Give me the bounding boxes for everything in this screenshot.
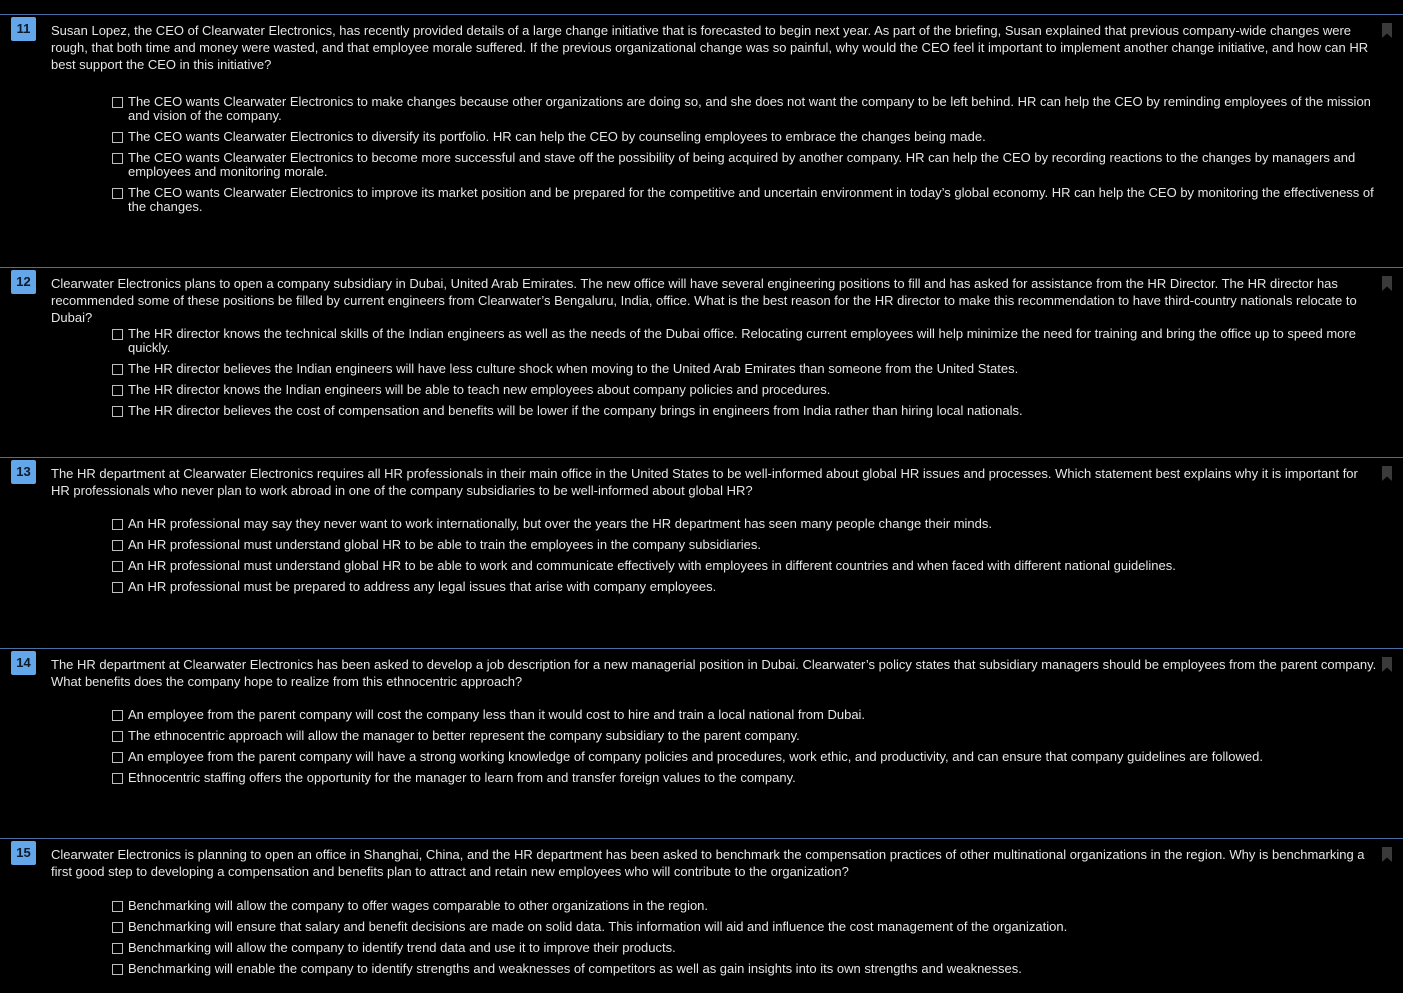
- answer-options: [112, 708, 1395, 792]
- answer-checkbox[interactable]: [112, 922, 123, 933]
- answer-option-label: Benchmarking will allow the company to identify trend data and use it to improve their products.: [128, 940, 676, 955]
- bookmark-icon[interactable]: [1382, 657, 1392, 672]
- answer-options: [112, 327, 1395, 425]
- answer-option-label: An HR professional may say they never want to work internationally, but over the years the HR department has seen many people change their minds.: [128, 516, 992, 531]
- bookmark-icon[interactable]: [1382, 276, 1392, 291]
- answer-option-label: The HR director knows the technical skills of the Indian engineers as well as the needs of the Dubai office. Relocating current employees will help minimize the need for training and bring the office up to speed more quickly.: [128, 326, 1356, 355]
- question-12: [0, 267, 1403, 457]
- answer-checkbox[interactable]: [112, 519, 123, 530]
- question-number-badge: 11: [11, 17, 36, 41]
- question-11: [0, 14, 1403, 267]
- answer-options: [112, 517, 1395, 601]
- answer-option[interactable]: [112, 383, 1395, 397]
- question-text: The HR department at Clearwater Electronics requires all HR professionals in their main office in the United States to be well-informed about global HR issues and processes. Which statement best explains why it is important for HR professionals who never plan to work abroad in one of the company subsidiaries to be well-informed about global HR?: [51, 466, 1358, 498]
- answer-option[interactable]: [112, 538, 1395, 552]
- answer-checkbox[interactable]: [112, 943, 123, 954]
- answer-option-label: The HR director believes the Indian engineers will have less culture shock when moving to the United Arab Emirates than someone from the United States.: [128, 361, 1019, 376]
- answer-option[interactable]: [112, 580, 1395, 594]
- answer-option[interactable]: [112, 941, 1395, 955]
- answer-option-label: Ethnocentric staffing offers the opportunity for the manager to learn from and transfer foreign values to the company.: [128, 770, 796, 785]
- answer-option[interactable]: [112, 362, 1395, 376]
- answer-checkbox[interactable]: [112, 582, 123, 593]
- question-text: The HR department at Clearwater Electronics has been asked to develop a job description for a new managerial position in Dubai. Clearwater’s policy states that subsidiary managers should be employees from the parent company. What benefits does the company hope to realize from this ethnocentric approach?: [51, 657, 1377, 689]
- answer-option-label: The HR director knows the Indian engineers will be able to teach new employees about company policies and procedures.: [128, 382, 831, 397]
- question-number-badge: 15: [11, 841, 36, 865]
- answer-option[interactable]: [112, 404, 1395, 418]
- answer-option-label: The HR director believes the cost of compensation and benefits will be lower if the company brings in engineers from India rather than hiring local nationals.: [128, 403, 1023, 418]
- question-number-badge: 14: [11, 651, 36, 675]
- answer-option-label: The CEO wants Clearwater Electronics to become more successful and stave off the possibility of being acquired by another company. HR can help the CEO by recording reactions to the changes by managers and employees and monitoring morale.: [128, 150, 1356, 179]
- answer-option-label: Benchmarking will enable the company to identify strengths and weaknesses of competitors as well as gain insights into its own strengths and weaknesses.: [128, 961, 1022, 976]
- answer-checkbox[interactable]: [112, 964, 123, 975]
- answer-option[interactable]: [112, 130, 1395, 144]
- answer-option[interactable]: [112, 327, 1395, 355]
- question-13: [0, 457, 1403, 648]
- answer-checkbox[interactable]: [112, 364, 123, 375]
- answer-option[interactable]: [112, 899, 1395, 913]
- answer-checkbox[interactable]: [112, 329, 123, 340]
- answer-checkbox[interactable]: [112, 188, 123, 199]
- answer-option[interactable]: [112, 729, 1395, 743]
- question-text: Susan Lopez, the CEO of Clearwater Electronics, has recently provided details of a large change initiative that is forecasted to begin next year. As part of the briefing, Susan explained that previous company-wide changes were rough, that both time and money were wasted, and that employee morale suffered. If the previous organizational change was so painful, why would the CEO feel it important to implement another change initiative, and how can HR best support the CEO in this initiative?: [51, 23, 1369, 72]
- answer-checkbox[interactable]: [112, 132, 123, 143]
- answer-checkbox[interactable]: [112, 153, 123, 164]
- bookmark-icon[interactable]: [1382, 847, 1392, 862]
- answer-option-label: Benchmarking will ensure that salary and benefit decisions are made on solid data. This information will aid and influence the cost management of the organization.: [128, 919, 1068, 934]
- answer-option[interactable]: [112, 95, 1395, 123]
- bookmark-icon[interactable]: [1382, 23, 1392, 38]
- answer-checkbox[interactable]: [112, 773, 123, 784]
- answer-checkbox[interactable]: [112, 406, 123, 417]
- answer-option[interactable]: [112, 771, 1395, 785]
- answer-option-label: The ethnocentric approach will allow the manager to better represent the company subsidiary to the parent company.: [128, 728, 800, 743]
- answer-option[interactable]: [112, 962, 1395, 976]
- bookmark-icon[interactable]: [1382, 466, 1392, 481]
- answer-checkbox[interactable]: [112, 97, 123, 108]
- question-14: [0, 648, 1403, 838]
- answer-option-label: An employee from the parent company will have a strong working knowledge of company policies and procedures, work ethic, and productivity, and can ensure that company guidelines are followed.: [128, 749, 1263, 764]
- answer-option-label: An HR professional must be prepared to address any legal issues that arise with company employees.: [128, 579, 717, 594]
- question-text: Clearwater Electronics is planning to open an office in Shanghai, China, and the HR department has been asked to benchmark the compensation practices of other multinational organizations in the region. Why is benchmarking a first good step to developing a compensation and benefits plan to attract and retain new employees who will contribute to the organization?: [51, 847, 1365, 879]
- answer-option-label: The CEO wants Clearwater Electronics to make changes because other organizations are doing so, and she does not want the company to be left behind. HR can help the CEO by reminding employees of the mission and vision of the company.: [128, 94, 1371, 123]
- answer-option[interactable]: [112, 708, 1395, 722]
- answer-options: [112, 899, 1395, 983]
- answer-option-label: Benchmarking will allow the company to offer wages comparable to other organizations in the region.: [128, 898, 709, 913]
- question-number-badge: 12: [11, 270, 36, 294]
- question-15: [0, 838, 1403, 993]
- answer-checkbox[interactable]: [112, 731, 123, 742]
- question-number-badge: 13: [11, 460, 36, 484]
- answer-option-label: The CEO wants Clearwater Electronics to diversify its portfolio. HR can help the CEO by counseling employees to embrace the changes being made.: [128, 129, 986, 144]
- question-text: Clearwater Electronics plans to open a company subsidiary in Dubai, United Arab Emirates. The new office will have several engineering positions to fill and has asked for assistance from the HR Director. The HR director has recommended some of these positions be filled by current engineers from Clearwater’s Bengaluru, India, office. What is the best reason for the HR director to make this recommendation to have third-country nationals relocate to Dubai?: [51, 276, 1357, 325]
- answer-option[interactable]: [112, 151, 1395, 179]
- answer-option[interactable]: [112, 920, 1395, 934]
- answer-checkbox[interactable]: [112, 540, 123, 551]
- answer-option-label: An employee from the parent company will cost the company less than it would cost to hire and train a local national from Dubai.: [128, 707, 866, 722]
- answer-checkbox[interactable]: [112, 752, 123, 763]
- answer-option-label: An HR professional must understand global HR to be able to work and communicate effectively with employees in different countries and when faced with different national guidelines.: [128, 558, 1176, 573]
- answer-checkbox[interactable]: [112, 901, 123, 912]
- answer-checkbox[interactable]: [112, 710, 123, 721]
- answer-option-label: An HR professional must understand global HR to be able to train the employees in the company subsidiaries.: [128, 537, 762, 552]
- answer-checkbox[interactable]: [112, 385, 123, 396]
- answer-option[interactable]: [112, 559, 1395, 573]
- answer-options: [112, 95, 1395, 221]
- answer-checkbox[interactable]: [112, 561, 123, 572]
- answer-option[interactable]: [112, 750, 1395, 764]
- answer-option[interactable]: [112, 186, 1395, 214]
- answer-option[interactable]: [112, 517, 1395, 531]
- answer-option-label: The CEO wants Clearwater Electronics to improve its market position and be prepared for the competitive and uncertain environment in today’s global economy. HR can help the CEO by monitoring the effectiveness of the changes.: [128, 185, 1374, 214]
